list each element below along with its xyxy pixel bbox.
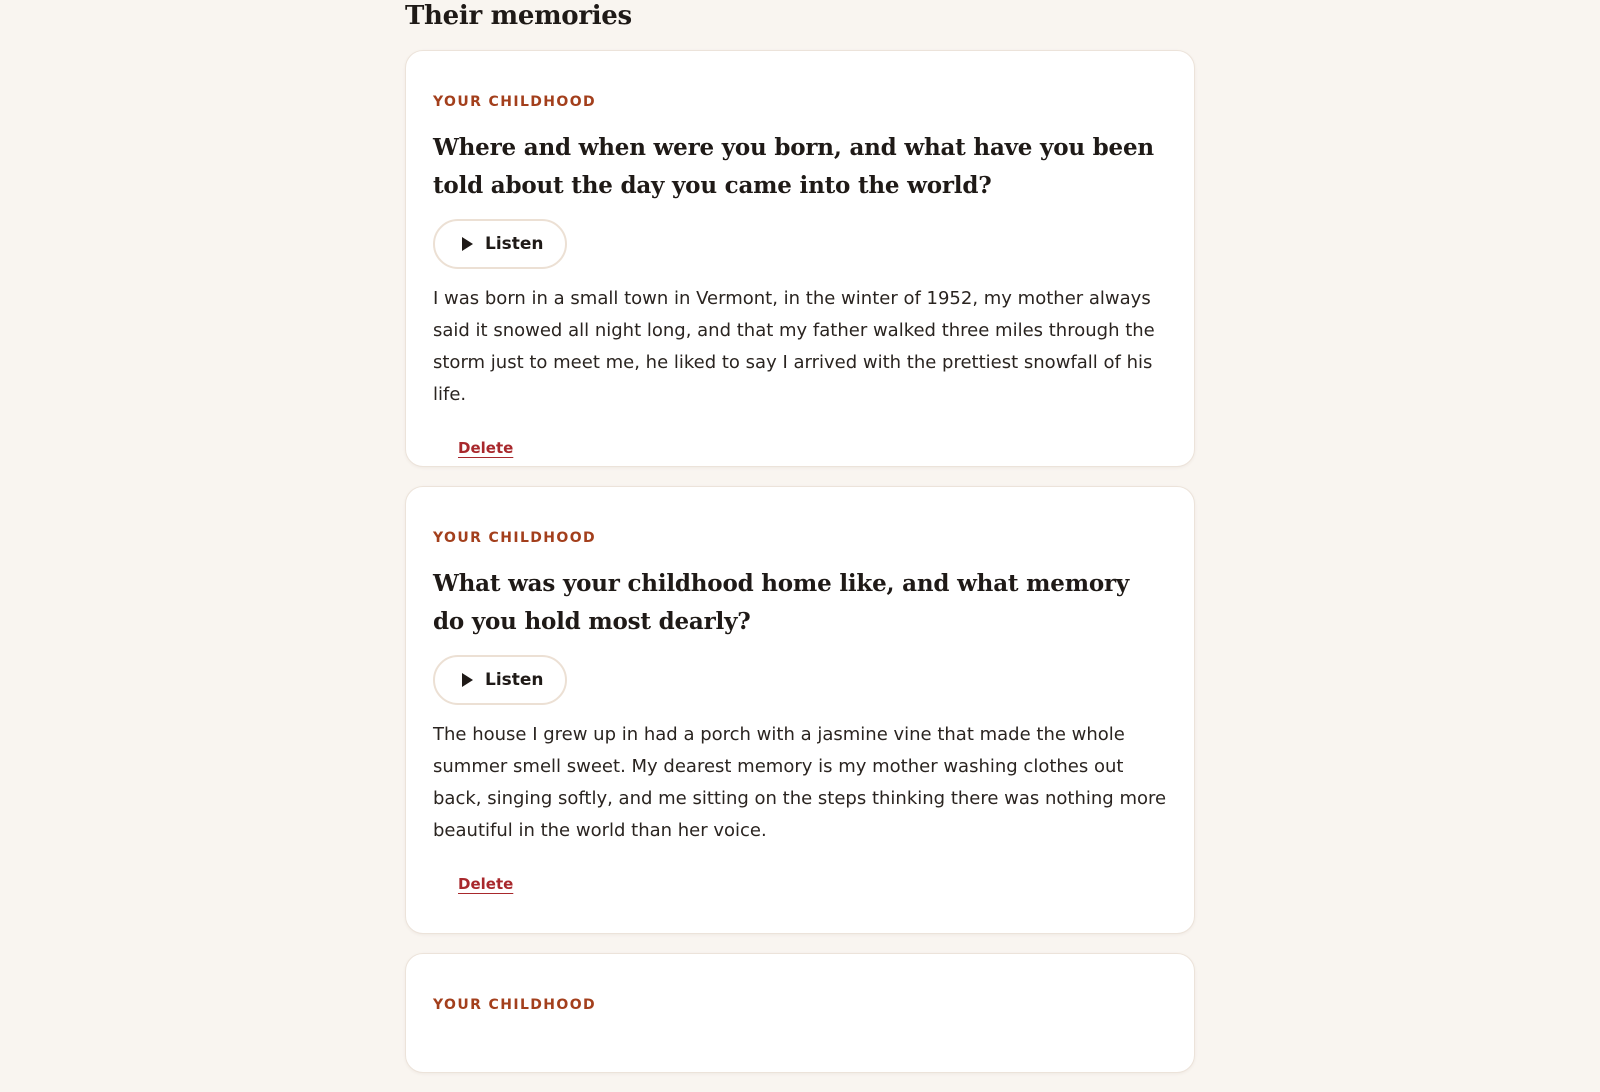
- memory-category: YOUR CHILDHOOD: [433, 530, 597, 546]
- listen-button[interactable]: [433, 655, 567, 705]
- delete-link[interactable]: Delete: [458, 875, 514, 893]
- memory-card: [405, 486, 1195, 934]
- memories-column: [405, 0, 1195, 1092]
- memory-question: Where and when were you born, and what have you been told about the day you came into the world?: [433, 134, 1154, 199]
- play-icon: [462, 237, 473, 251]
- play-icon: [462, 673, 473, 687]
- listen-label: Listen: [485, 234, 544, 254]
- memory-answer: The house I grew up in had a porch with a jasmine vine that made the whole summer smell sweet. My dearest memory is my mother washing clothes out back, singing softly, and me sitting on the steps thinking there was nothing more beautiful in the world than her voice.: [433, 724, 1167, 841]
- memory-answer: I was born in a small town in Vermont, in the winter of 1952, my mother always said it snowed all night long, and that my father walked three miles through the storm just to meet me, he liked to say I arrived with the prettiest snowfall of his life.: [433, 288, 1155, 405]
- memory-category: YOUR CHILDHOOD: [433, 997, 597, 1013]
- memory-question: What was your childhood home like, and what memory do you hold most dearly?: [433, 570, 1130, 635]
- memory-category: YOUR CHILDHOOD: [433, 94, 597, 110]
- memory-card: [405, 953, 1195, 1073]
- section-title: Their memories: [405, 1, 632, 31]
- delete-link[interactable]: Delete: [458, 439, 514, 457]
- listen-label: Listen: [485, 670, 544, 690]
- listen-button[interactable]: [433, 219, 567, 269]
- memory-card: [405, 50, 1195, 467]
